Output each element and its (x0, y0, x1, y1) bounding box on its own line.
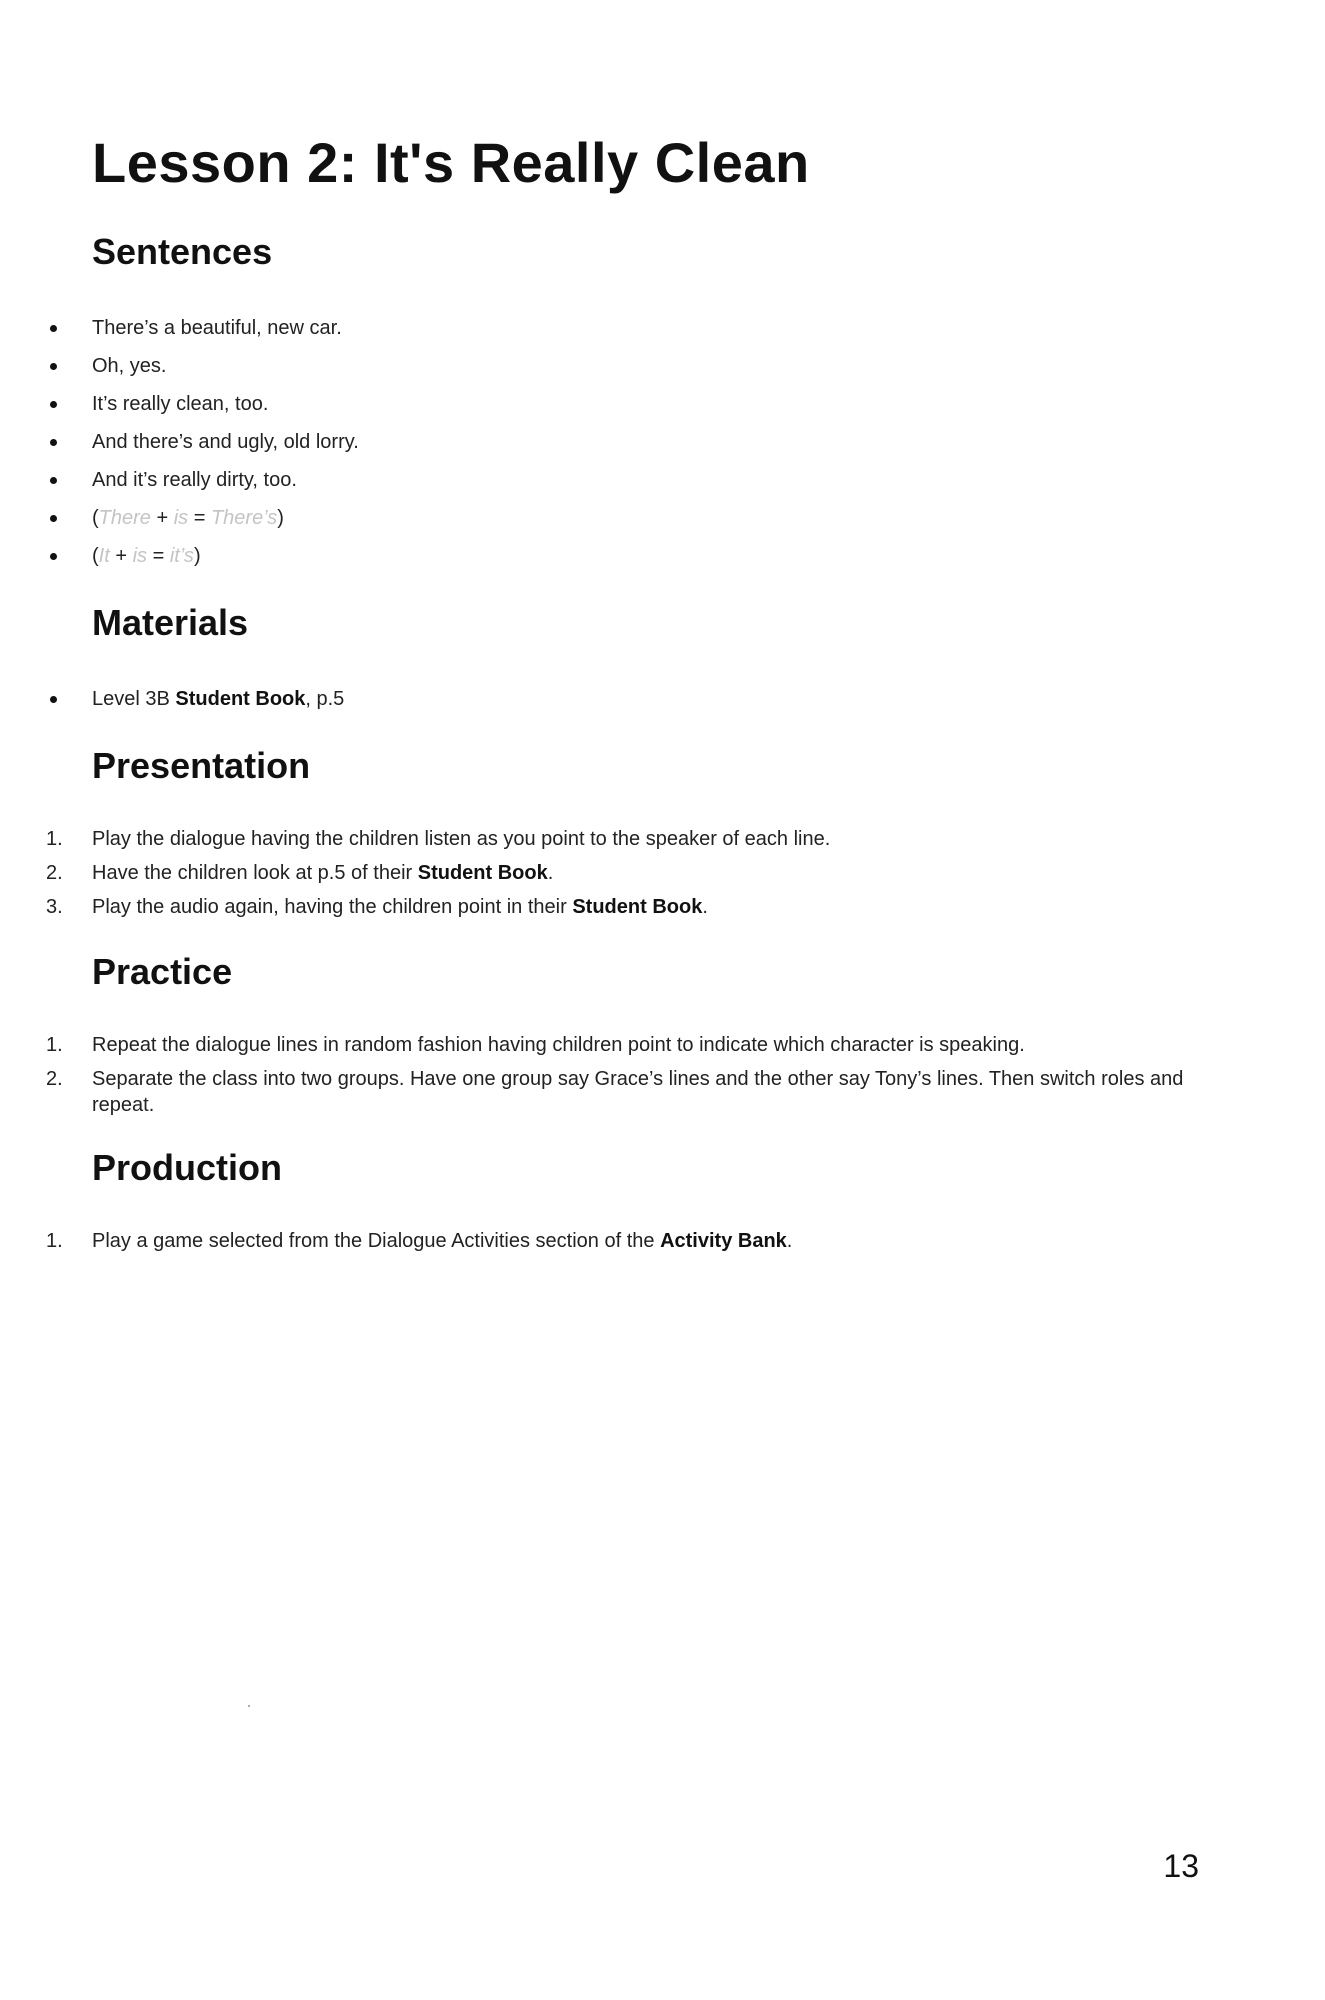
page-number: 13 (1163, 1848, 1199, 1884)
contraction-close: ) (193, 545, 201, 567)
bullet-icon (50, 477, 57, 484)
contraction-word-b: is (132, 545, 148, 567)
step-text: Repeat the dialogue lines in random fashion having children point to indicate which character is speaking. (92, 1034, 1025, 1056)
materials-heading: Materials (92, 602, 249, 643)
contraction-open: ( (92, 545, 99, 567)
contraction-equals: = (188, 507, 211, 529)
step-text: Separate the class into two groups. Have one group say Grace’s lines and the other say Tony’s lines. Then switch roles and repeat. (92, 1068, 1184, 1116)
materials-list (0, 686, 1230, 712)
sentences-heading: Sentences (92, 231, 273, 272)
step-text-prefix: Play the audio again, having the children point in their (92, 896, 573, 918)
production-heading: Production (92, 1147, 282, 1188)
presentation-step (0, 894, 1230, 920)
sentence-item (0, 429, 1230, 455)
lesson-title: Lesson 2: It's Really Clean (92, 131, 810, 194)
practice-step (0, 1032, 1230, 1058)
contraction-item (0, 543, 1230, 569)
materials-prefix: Level 3B (92, 688, 176, 710)
contraction-result: it’s (169, 545, 194, 567)
contraction-item (0, 505, 1230, 531)
presentation-steps (0, 826, 1230, 920)
contraction-open: ( (92, 507, 99, 529)
contraction-plus: + (150, 507, 174, 529)
step-number: 2. (46, 862, 63, 884)
materials-item (0, 686, 1230, 712)
presentation-step (0, 860, 1230, 886)
practice-step (0, 1066, 1230, 1118)
contraction-close: ) (277, 507, 284, 529)
step-book-name: Student Book (417, 862, 548, 884)
bullet-icon (50, 401, 57, 408)
contraction-word-a: It (98, 545, 110, 567)
materials-book-name: Student Book (175, 688, 306, 710)
contraction-plus: + (109, 545, 133, 567)
sentence-item (0, 315, 1230, 341)
sentence-text: There’s a beautiful, new car. (92, 317, 342, 339)
presentation-heading: Presentation (92, 745, 311, 786)
step-number: 3. (46, 896, 63, 918)
step-text-suffix: . (547, 862, 554, 884)
step-number: 1. (46, 1230, 63, 1252)
step-text-suffix: . (702, 896, 708, 918)
step-book-name: Student Book (572, 896, 703, 918)
bullet-icon (50, 363, 57, 370)
contraction-equals: = (147, 545, 170, 567)
practice-steps (0, 1032, 1230, 1118)
contraction-result: There’s (210, 507, 278, 529)
sentence-text: Oh, yes. (92, 355, 167, 377)
production-steps (0, 1228, 1230, 1254)
sentence-text: And it’s really dirty, too. (92, 469, 297, 491)
presentation-step (0, 826, 1230, 852)
contraction-word-a: There (98, 507, 151, 529)
step-text-suffix: . (786, 1230, 793, 1252)
step-bank-name: Activity Bank (660, 1230, 787, 1252)
step-text: Play the dialogue having the children listen as you point to the speaker of each line. (92, 828, 831, 850)
sentence-item (0, 353, 1230, 379)
step-number: 1. (46, 1034, 63, 1056)
materials-suffix: , p.5 (305, 688, 345, 710)
sentence-text: And there’s and ugly, old lorry. (92, 431, 359, 453)
scan-speck (248, 1705, 250, 1707)
step-number: 1. (46, 828, 63, 850)
sentence-item (0, 467, 1230, 493)
bullet-icon (50, 439, 57, 446)
step-number: 2. (46, 1068, 63, 1090)
bullet-icon (50, 553, 57, 560)
bullet-icon (50, 325, 57, 332)
production-step (0, 1228, 1230, 1254)
sentence-item (0, 391, 1230, 417)
practice-heading: Practice (92, 951, 233, 992)
sentences-list (0, 315, 1230, 569)
contraction-word-b: is (173, 507, 189, 529)
sentence-text: It’s really clean, too. (92, 393, 269, 415)
bullet-icon (50, 515, 57, 522)
step-text-prefix: Play a game selected from the Dialogue Activities section of the (92, 1230, 661, 1252)
step-text-prefix: Have the children look at p.5 of their (92, 862, 418, 884)
bullet-icon (50, 696, 57, 703)
